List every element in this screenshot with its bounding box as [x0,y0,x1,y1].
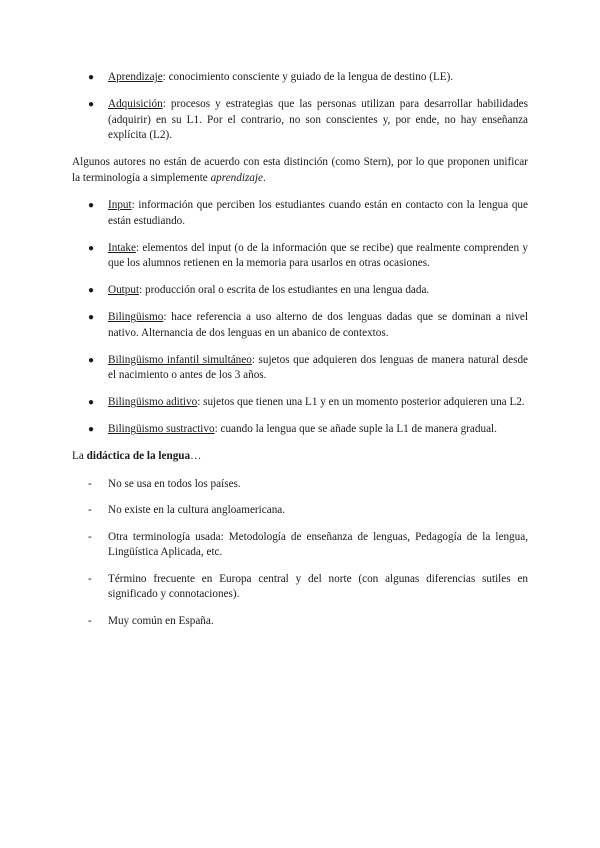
didactica-prefix: La [72,450,87,462]
dash-icon: - [88,614,92,627]
list-item-bilinguismo-aditivo [72,395,528,411]
didactica-bold: didáctica de la lengua [86,450,191,462]
bullet-icon: ● [88,72,95,83]
definition-list-1 [72,70,528,144]
list-item [72,503,528,519]
term-label: Bilingüismo [108,311,164,323]
list-item-text: No existe en la cultura angloamericana. [108,504,286,516]
bullet-icon: ● [88,424,95,435]
definition-text: : procesos y estrategias que las personas utilizan para desarrollar habilidades (adquirir) en su L1. Por el contrario, no son conscientes y, por ende, no hay enseñanza explícita (L2). [108,98,528,141]
term-label: Bilingüismo sustractivo [108,423,215,435]
list-item-bilinguismo-sustractivo [72,422,528,438]
list-item-bilinguismo-infantil [72,353,528,384]
list-item [72,530,528,561]
bullet-icon: ● [88,354,95,366]
definition-list-2 [72,198,528,438]
bullet-icon: ● [88,397,95,408]
list-item-text: Muy común en España. [108,614,214,627]
list-item-intake [72,241,528,272]
bullet-icon: ● [88,99,95,110]
definition-text: : información que perciben los estudiantes cuando están en contacto con la lengua que están estudiando. [108,199,528,227]
list-item-text: Término frecuente en Europa central y del norte (con algunas diferencias sutiles en significado y connotaciones). [108,572,528,600]
term-label: Bilingüismo aditivo [108,396,198,408]
list-item-aprendizaje [72,70,528,86]
definition-text: : hace referencia a uso alterno de dos lenguas dadas que se dominan a nivel nativo. Alternancia de dos lenguas en un abanico de contextos. [108,311,528,339]
intro-emphasis: aprendizaje [210,171,263,184]
definition-text: : sujetos que adquieren dos lenguas de manera natural desde el nacimiento o antes de los 3 años. [108,353,528,381]
intro-paragraph [72,155,528,186]
list-item-bilinguismo [72,310,528,341]
definition-text: : producción oral o escrita de los estudiantes en una lengua dada. [139,284,430,296]
term-label: Intake [108,241,136,254]
bullet-icon: ● [88,200,95,211]
term-label: Adquisición [108,98,163,110]
definition-text: : elementos del input (o de la información que se recibe) que realmente comprenden y que los alumnos retienen en la memoria para usarlos en otras ocasiones. [108,241,528,269]
term-label: Aprendizaje [108,71,163,83]
term-label: Bilingüismo infantil simultáneo [108,353,252,366]
list-item-input [72,198,528,229]
definition-text: : sujetos que tienen una L1 y en un momento posterior adquieren una L2. [197,396,525,408]
list-item-text: No se usa en todos los países. [108,477,241,490]
list-item-text: Otra terminología usada: Metodología de enseñanza de lenguas, Pedagogía de la lengua, Lingüística Aplicada, etc. [108,530,528,558]
didactica-heading [72,449,528,465]
list-item [72,614,528,630]
bullet-icon: ● [88,312,95,323]
didactica-suffix: … [190,450,202,462]
dash-icon: - [88,504,92,516]
dash-icon: - [88,530,92,543]
term-label: Input [108,199,132,211]
list-item [72,572,528,603]
bullet-icon: ● [88,285,95,296]
didactica-list [72,477,528,630]
dash-icon: - [88,572,92,585]
intro-end: . [262,171,266,184]
bullet-icon: ● [88,242,95,254]
dash-icon: - [88,477,92,490]
definition-text: : cuando la lengua que se añade suple la L1 de manera gradual. [214,423,497,435]
list-item-adquisicion [72,97,528,144]
definition-text: : conocimiento consciente y guiado de la lengua de destino (LE). [162,71,454,83]
list-item [72,477,528,493]
intro-text: Algunos autores no están de acuerdo con esta distinción (como Stern), por lo que proponen unificar la terminología a simplemente [72,156,528,184]
list-item-output [72,283,528,299]
term-label: Output [108,284,140,296]
